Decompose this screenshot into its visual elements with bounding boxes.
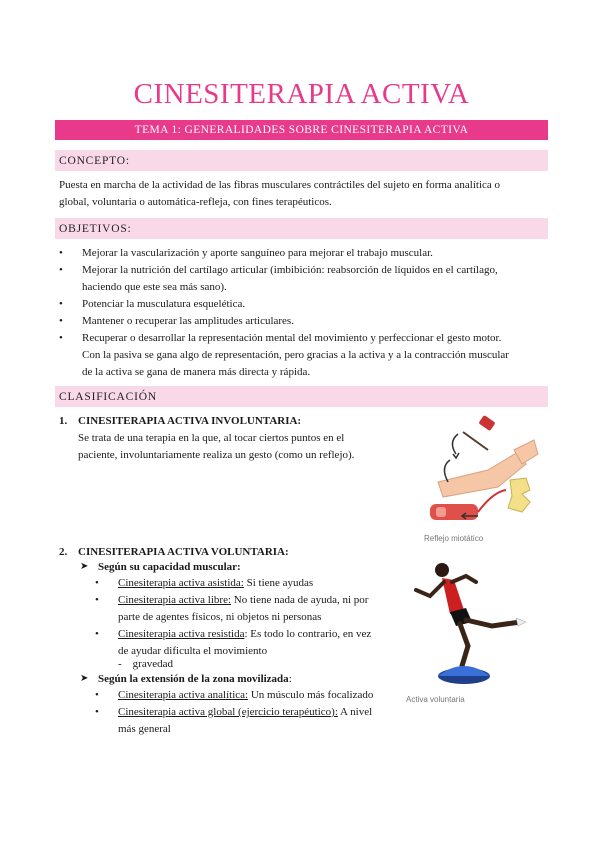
page-title: CINESITERAPIA ACTIVA [133, 78, 470, 110]
list-item: • Cinesiterapia activa resistida: Es todo lo contrario, en vez de ayudar dificulta el movimiento [95, 626, 400, 660]
reflex-illustration [418, 412, 546, 532]
list-item: • Cinesiterapia activa asistida: Si tiene ayudas [95, 575, 400, 592]
capacidad-heading: Según su capacidad muscular: [98, 561, 241, 573]
involuntaria-text: Se trata de una terapia en la que, al tocar ciertos puntos en el paciente, involuntariamente realiza un gesto (como un reflejo). [78, 432, 355, 461]
section-clasificacion-heading: CLASIFICACIÓN [55, 386, 548, 407]
objetivos-list [59, 245, 549, 381]
item-number: 2. [59, 546, 68, 558]
section-concepto-heading: CONCEPTO: [55, 150, 548, 171]
list-item: • Mejorar la nutrición del cartílago articular (imbibición: reabsorción de líquidos en el cartílago, haciendo que este sea más sano). [59, 262, 549, 296]
arrow-bullet-icon: ➤ [80, 673, 89, 684]
concepto-line: global, voluntaria o automática-refleja, con fines terapéuticos. [59, 196, 332, 208]
section-objetivos-heading: OBJETIVOS: [55, 218, 548, 239]
involuntaria-title: CINESITERAPIA ACTIVA INVOLUNTARIA: [78, 415, 302, 427]
extension-heading: Según la extensión de la zona movilizada: [98, 673, 292, 685]
list-item: • Recuperar o desarrollar la representación mental del movimiento y perfeccionar el gesto motor. Con la pasiva se gana algo de representación, pero gracias a la activa y a la contracción muscular de la activa se gana de manera más directa y rápida. [59, 330, 549, 381]
capacidad-list [95, 575, 400, 660]
item-number: 1. [59, 415, 68, 427]
topic-banner: TEMA 1: GENERALIDADES SOBRE CINESITERAPIA ACTIVA [55, 120, 548, 140]
reflex-caption: Reflejo miotático [424, 534, 484, 543]
dash-item: - gravedad [118, 658, 173, 670]
athlete-caption: Activa voluntaria [406, 695, 465, 704]
list-item: • Potenciar la musculatura esquelética. [59, 296, 549, 313]
athlete-illustration [402, 556, 547, 688]
voluntaria-title: CINESITERAPIA ACTIVA VOLUNTARIA: [78, 546, 289, 558]
arrow-bullet-icon: ➤ [80, 561, 89, 572]
extension-list [95, 687, 400, 738]
reflex-drawing [418, 412, 546, 532]
list-item: • Mejorar la vascularización y aporte sanguíneo para mejorar el trabajo muscular. [59, 245, 549, 262]
list-item: • Cinesiterapia activa global (ejercicio terapéutico): A nivel más general [95, 704, 400, 738]
athlete-drawing [402, 556, 547, 688]
concepto-line: Puesta en marcha de la actividad de las fibras musculares contráctiles del sujeto en forma analítica o [59, 179, 501, 191]
concepto-text [59, 177, 500, 211]
list-item: • Mantener o recuperar las amplitudes articulares. [59, 313, 549, 330]
list-item: • Cinesiterapia activa analítica: Un músculo más focalizado [95, 687, 400, 704]
list-item: • Cinesiterapia activa libre: No tiene nada de ayuda, ni por parte de agentes físicos, ni objetos ni personas [95, 592, 400, 626]
